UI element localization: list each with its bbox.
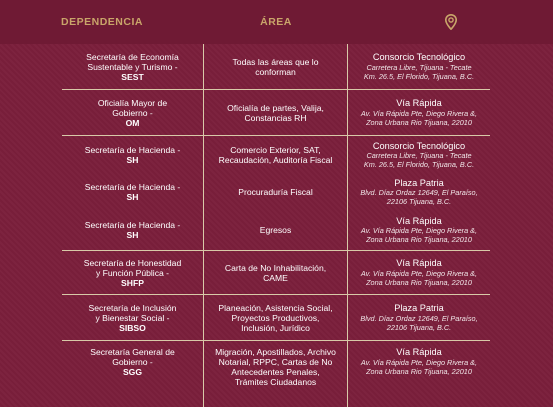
area-cell: Migración, Apostillados, Archivo Notarial, RPPC, Cartas de No Antecedentes Penales, Trámites Ciudadanos: [204, 341, 348, 407]
area-cell: Egresos: [204, 210, 348, 250]
table-row: [62, 251, 490, 294]
table-row: [62, 210, 490, 250]
table-row: [62, 295, 490, 340]
table-group: [62, 251, 490, 295]
area-cell: Procuraduría Fiscal: [204, 174, 348, 210]
dependencia-cell: Secretaría de Hacienda - SH: [62, 210, 204, 250]
table-row: [62, 44, 490, 89]
directory-table: [62, 44, 490, 407]
header-area: ÁREA: [260, 16, 292, 28]
location-cell: Vía Rápida Av. Vía Rápida Pte, Diego Rivera &, Zona Urbana Rio Tijuana, 22010: [360, 347, 478, 376]
location-cell: Vía Rápida Av. Vía Rápida Pte, Diego Rivera &, Zona Urbana Rio Tijuana, 22010: [360, 98, 478, 127]
location-cell: Plaza Patria Blvd. Díaz Ordaz 12649, El Paraíso, 22106 Tijuana, B.C.: [360, 303, 478, 332]
location-pin-icon: [445, 14, 457, 30]
location-cell: Vía Rápida Av. Vía Rápida Pte, Diego Rivera &, Zona Urbana Rio Tijuana, 22010: [360, 258, 478, 287]
dependencia-cell: Secretaría de Honestidad y Función Pública - SHFP: [62, 251, 204, 294]
dependencia-cell: Oficialía Mayor de Gobierno - OM: [62, 90, 204, 135]
location-cell: Consorcio Tecnológico Carretera Libre, Tijuana - Tecate Km. 26.5, El Florido, Tijuana, B.C.: [363, 140, 475, 170]
area-cell: Oficialía de partes, Valija, Constancias RH: [204, 90, 348, 135]
table-row: [62, 136, 490, 174]
location-cell: Plaza Patria Blvd. Díaz Ordaz 12649, El Paraíso, 22106 Tijuana, B.C.: [360, 177, 478, 207]
header-location: [348, 14, 553, 30]
table-row: [62, 174, 490, 210]
dependencia-cell: Secretaría de Hacienda - SH: [62, 174, 204, 210]
dependencia-cell: Secretaría de Hacienda - SH: [62, 136, 204, 174]
dependencia-cell: Secretaría de Economía Sustentable y Turismo - SEST: [62, 44, 204, 89]
location-cell: Vía Rápida Av. Vía Rápida Pte, Diego Rivera &, Zona Urbana Rio Tijuana, 22010: [360, 215, 478, 245]
table-group: [62, 44, 490, 90]
table-group: [62, 90, 490, 136]
table-header: [0, 0, 553, 44]
area-cell: Todas las áreas que lo conforman: [204, 44, 348, 89]
dependencia-cell: Secretaría General de Gobierno - SGG: [62, 341, 204, 407]
location-cell: Consorcio Tecnológico Carretera Libre, Tijuana - Tecate Km. 26.5, El Florido, Tijuana, B.C.: [363, 52, 475, 81]
area-cell: Planeación, Asistencia Social, Proyectos Productivos, Inclusión, Jurídico: [204, 295, 348, 340]
dependencia-cell: Secretaría de Inclusión y Bienestar Social - SIBSO: [62, 295, 204, 340]
table-row: [62, 90, 490, 135]
header-dependencia: DEPENDENCIA: [61, 16, 143, 28]
area-cell: Comercio Exterior, SAT, Recaudación, Auditoría Fiscal: [204, 136, 348, 174]
table-group: [62, 136, 490, 251]
table-group: [62, 295, 490, 341]
table-row: [62, 341, 490, 407]
table-group: [62, 341, 490, 407]
area-cell: Carta de No Inhabilitación, CAME: [204, 251, 348, 294]
